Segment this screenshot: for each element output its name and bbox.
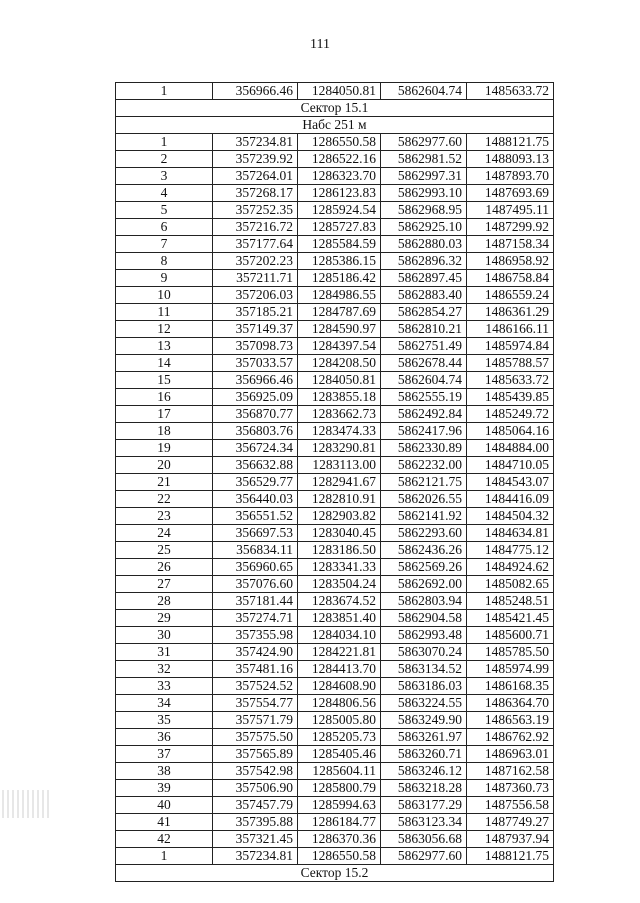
coord-c-cell: 5862968.95 (381, 202, 467, 219)
coord-a-cell: 356925.09 (213, 389, 298, 406)
point-number-cell: 15 (116, 372, 213, 389)
point-number-cell: 36 (116, 729, 213, 746)
coord-b-cell: 1285405.46 (298, 746, 381, 763)
coord-a-cell: 357202.23 (213, 253, 298, 270)
coord-b-cell: 1284986.55 (298, 287, 381, 304)
coord-a-cell: 356724.34 (213, 440, 298, 457)
coord-a-cell: 356697.53 (213, 525, 298, 542)
table-row (116, 678, 554, 695)
coord-c-cell: 5863249.90 (381, 712, 467, 729)
coord-d-cell: 1485064.16 (467, 423, 554, 440)
coord-c-cell: 5862897.45 (381, 270, 467, 287)
point-number-cell: 12 (116, 321, 213, 338)
coord-b-cell: 1285205.73 (298, 729, 381, 746)
coord-a-cell: 357211.71 (213, 270, 298, 287)
table-row (116, 134, 554, 151)
coordinates-table (115, 82, 554, 882)
table-row (116, 219, 554, 236)
point-number-cell: 31 (116, 644, 213, 661)
point-number-cell: 8 (116, 253, 213, 270)
coord-c-cell: 5863056.68 (381, 831, 467, 848)
coordinates-table-body (116, 83, 554, 882)
coord-d-cell: 1485633.72 (467, 83, 554, 100)
coord-c-cell: 5862026.55 (381, 491, 467, 508)
point-number-cell: 26 (116, 559, 213, 576)
table-row (116, 542, 554, 559)
point-number-cell: 42 (116, 831, 213, 848)
coord-c-cell: 5862417.96 (381, 423, 467, 440)
coord-b-cell: 1285727.83 (298, 219, 381, 236)
coord-b-cell: 1284806.56 (298, 695, 381, 712)
coord-c-cell: 5862854.27 (381, 304, 467, 321)
table-row (116, 491, 554, 508)
coord-d-cell: 1488121.75 (467, 848, 554, 865)
coord-a-cell: 357506.90 (213, 780, 298, 797)
table-row (116, 253, 554, 270)
coord-c-cell: 5863070.24 (381, 644, 467, 661)
table-row (116, 168, 554, 185)
table-row (116, 440, 554, 457)
table-row (116, 848, 554, 865)
coord-c-cell: 5862997.31 (381, 168, 467, 185)
coord-c-cell: 5862232.00 (381, 457, 467, 474)
coord-a-cell: 357395.88 (213, 814, 298, 831)
coord-a-cell: 357264.01 (213, 168, 298, 185)
table-row (116, 321, 554, 338)
point-number-cell: 1 (116, 83, 213, 100)
point-number-cell: 9 (116, 270, 213, 287)
coord-a-cell: 357177.64 (213, 236, 298, 253)
coord-d-cell: 1485785.50 (467, 644, 554, 661)
coord-a-cell: 357554.77 (213, 695, 298, 712)
coord-c-cell: 5863186.03 (381, 678, 467, 695)
coord-c-cell: 5862436.26 (381, 542, 467, 559)
coord-c-cell: 5862925.10 (381, 219, 467, 236)
coord-a-cell: 356529.77 (213, 474, 298, 491)
coord-d-cell: 1485248.51 (467, 593, 554, 610)
coord-a-cell: 357239.92 (213, 151, 298, 168)
point-number-cell: 10 (116, 287, 213, 304)
coord-b-cell: 1286550.58 (298, 848, 381, 865)
table-row (116, 151, 554, 168)
coord-d-cell: 1487158.34 (467, 236, 554, 253)
coord-d-cell: 1486758.84 (467, 270, 554, 287)
coord-a-cell: 357149.37 (213, 321, 298, 338)
coord-c-cell: 5862293.60 (381, 525, 467, 542)
coord-c-cell: 5862981.52 (381, 151, 467, 168)
coord-b-cell: 1285005.80 (298, 712, 381, 729)
coord-d-cell: 1484775.12 (467, 542, 554, 559)
coord-d-cell: 1484543.07 (467, 474, 554, 491)
coord-a-cell: 357098.73 (213, 338, 298, 355)
table-row (116, 304, 554, 321)
coord-b-cell: 1286370.36 (298, 831, 381, 848)
coord-d-cell: 1487693.69 (467, 185, 554, 202)
table-row (116, 780, 554, 797)
coord-c-cell: 5862896.32 (381, 253, 467, 270)
table-row (116, 457, 554, 474)
point-number-cell: 14 (116, 355, 213, 372)
point-number-cell: 16 (116, 389, 213, 406)
table-row (116, 270, 554, 287)
coord-a-cell: 357181.44 (213, 593, 298, 610)
table-row (116, 746, 554, 763)
coord-a-cell: 357216.72 (213, 219, 298, 236)
coord-d-cell: 1486361.29 (467, 304, 554, 321)
coord-d-cell: 1484884.00 (467, 440, 554, 457)
coord-d-cell: 1485974.99 (467, 661, 554, 678)
point-number-cell: 20 (116, 457, 213, 474)
coord-d-cell: 1484634.81 (467, 525, 554, 542)
point-number-cell: 5 (116, 202, 213, 219)
coord-a-cell: 357355.98 (213, 627, 298, 644)
coord-c-cell: 5863177.29 (381, 797, 467, 814)
coord-d-cell: 1486963.01 (467, 746, 554, 763)
coord-c-cell: 5862810.21 (381, 321, 467, 338)
point-number-cell: 30 (116, 627, 213, 644)
point-number-cell: 11 (116, 304, 213, 321)
coord-c-cell: 5862880.03 (381, 236, 467, 253)
coord-c-cell: 5862751.49 (381, 338, 467, 355)
coord-d-cell: 1484504.32 (467, 508, 554, 525)
coord-a-cell: 357457.79 (213, 797, 298, 814)
coord-d-cell: 1487937.94 (467, 831, 554, 848)
coord-d-cell: 1484416.09 (467, 491, 554, 508)
table-row (116, 83, 554, 100)
coord-a-cell: 357268.17 (213, 185, 298, 202)
coord-b-cell: 1283855.18 (298, 389, 381, 406)
point-number-cell: 1 (116, 848, 213, 865)
table-row (116, 389, 554, 406)
point-number-cell: 17 (116, 406, 213, 423)
point-number-cell: 39 (116, 780, 213, 797)
coord-d-cell: 1485974.84 (467, 338, 554, 355)
coord-b-cell: 1285584.59 (298, 236, 381, 253)
table-row (116, 474, 554, 491)
coord-c-cell: 5862604.74 (381, 372, 467, 389)
table-row (116, 814, 554, 831)
coord-b-cell: 1284608.90 (298, 678, 381, 695)
coord-b-cell: 1283474.33 (298, 423, 381, 440)
coord-c-cell: 5863218.28 (381, 780, 467, 797)
table-row (116, 372, 554, 389)
point-number-cell: 3 (116, 168, 213, 185)
coord-a-cell: 356966.46 (213, 83, 298, 100)
coord-a-cell: 356551.52 (213, 508, 298, 525)
coord-c-cell: 5862141.92 (381, 508, 467, 525)
sector-header-row (116, 865, 554, 882)
coord-a-cell: 357481.16 (213, 661, 298, 678)
point-number-cell: 2 (116, 151, 213, 168)
table-row (116, 185, 554, 202)
sector-header-row (116, 100, 554, 117)
coord-c-cell: 5863260.71 (381, 746, 467, 763)
coord-d-cell: 1487556.58 (467, 797, 554, 814)
coord-d-cell: 1486958.92 (467, 253, 554, 270)
point-number-cell: 37 (116, 746, 213, 763)
coord-c-cell: 5862803.94 (381, 593, 467, 610)
coord-d-cell: 1486563.19 (467, 712, 554, 729)
coord-a-cell: 357252.35 (213, 202, 298, 219)
table-row (116, 627, 554, 644)
coord-d-cell: 1485633.72 (467, 372, 554, 389)
coord-b-cell: 1283674.52 (298, 593, 381, 610)
coord-b-cell: 1285186.42 (298, 270, 381, 287)
point-number-cell: 22 (116, 491, 213, 508)
coord-a-cell: 357185.21 (213, 304, 298, 321)
coord-d-cell: 1485439.85 (467, 389, 554, 406)
coord-c-cell: 5862904.58 (381, 610, 467, 627)
coord-c-cell: 5862569.26 (381, 559, 467, 576)
coord-d-cell: 1485421.45 (467, 610, 554, 627)
table-row (116, 525, 554, 542)
coord-a-cell: 357234.81 (213, 134, 298, 151)
coord-b-cell: 1284050.81 (298, 83, 381, 100)
coord-a-cell: 357206.03 (213, 287, 298, 304)
coord-b-cell: 1284590.97 (298, 321, 381, 338)
coord-c-cell: 5862977.60 (381, 848, 467, 865)
table-row (116, 423, 554, 440)
point-number-cell: 7 (116, 236, 213, 253)
point-number-cell: 21 (116, 474, 213, 491)
table-row (116, 763, 554, 780)
table-row (116, 338, 554, 355)
coord-b-cell: 1283040.45 (298, 525, 381, 542)
table-row (116, 508, 554, 525)
table-row (116, 831, 554, 848)
coord-d-cell: 1486559.24 (467, 287, 554, 304)
coord-b-cell: 1286323.70 (298, 168, 381, 185)
coord-d-cell: 1484710.05 (467, 457, 554, 474)
coord-a-cell: 357076.60 (213, 576, 298, 593)
table-row (116, 406, 554, 423)
coord-b-cell: 1284208.50 (298, 355, 381, 372)
coord-a-cell: 357424.90 (213, 644, 298, 661)
table-row (116, 576, 554, 593)
coord-a-cell: 356632.88 (213, 457, 298, 474)
coord-b-cell: 1284221.81 (298, 644, 381, 661)
table-row (116, 355, 554, 372)
coord-b-cell: 1284787.69 (298, 304, 381, 321)
coord-d-cell: 1485788.57 (467, 355, 554, 372)
coord-b-cell: 1286522.16 (298, 151, 381, 168)
coord-c-cell: 5862121.75 (381, 474, 467, 491)
table-row (116, 610, 554, 627)
coord-c-cell: 5862330.89 (381, 440, 467, 457)
point-number-cell: 38 (116, 763, 213, 780)
coord-b-cell: 1282903.82 (298, 508, 381, 525)
coord-a-cell: 356870.77 (213, 406, 298, 423)
coord-b-cell: 1284397.54 (298, 338, 381, 355)
coord-b-cell: 1285994.63 (298, 797, 381, 814)
point-number-cell: 4 (116, 185, 213, 202)
coord-d-cell: 1487162.58 (467, 763, 554, 780)
coord-b-cell: 1286123.83 (298, 185, 381, 202)
table-row (116, 644, 554, 661)
coord-a-cell: 356834.11 (213, 542, 298, 559)
coord-c-cell: 5862678.44 (381, 355, 467, 372)
table-row (116, 797, 554, 814)
coord-a-cell: 357234.81 (213, 848, 298, 865)
coord-b-cell: 1283186.50 (298, 542, 381, 559)
table-row (116, 559, 554, 576)
coord-d-cell: 1488093.13 (467, 151, 554, 168)
point-number-cell: 24 (116, 525, 213, 542)
table-row (116, 593, 554, 610)
coord-c-cell: 5862993.48 (381, 627, 467, 644)
coord-b-cell: 1284034.10 (298, 627, 381, 644)
coord-c-cell: 5862977.60 (381, 134, 467, 151)
point-number-cell: 1 (116, 134, 213, 151)
coord-d-cell: 1487299.92 (467, 219, 554, 236)
point-number-cell: 19 (116, 440, 213, 457)
page-number: 111 (310, 37, 330, 52)
coord-d-cell: 1487749.27 (467, 814, 554, 831)
sector-title: Сектор 15.2 (116, 865, 554, 882)
coord-a-cell: 356803.76 (213, 423, 298, 440)
coord-a-cell: 357033.57 (213, 355, 298, 372)
coord-d-cell: 1486166.11 (467, 321, 554, 338)
coord-b-cell: 1283113.00 (298, 457, 381, 474)
coord-c-cell: 5862555.19 (381, 389, 467, 406)
coord-a-cell: 357321.45 (213, 831, 298, 848)
coord-b-cell: 1283341.33 (298, 559, 381, 576)
table-row (116, 202, 554, 219)
point-number-cell: 18 (116, 423, 213, 440)
coord-c-cell: 5862993.10 (381, 185, 467, 202)
coord-b-cell: 1282941.67 (298, 474, 381, 491)
coord-c-cell: 5863246.12 (381, 763, 467, 780)
coord-b-cell: 1285800.79 (298, 780, 381, 797)
coord-b-cell: 1283290.81 (298, 440, 381, 457)
coord-c-cell: 5862492.84 (381, 406, 467, 423)
coord-a-cell: 356966.46 (213, 372, 298, 389)
coord-c-cell: 5862604.74 (381, 83, 467, 100)
coord-d-cell: 1485082.65 (467, 576, 554, 593)
coord-b-cell: 1285604.11 (298, 763, 381, 780)
coord-d-cell: 1485249.72 (467, 406, 554, 423)
coord-c-cell: 5863123.34 (381, 814, 467, 831)
point-number-cell: 35 (116, 712, 213, 729)
coord-c-cell: 5863261.97 (381, 729, 467, 746)
table-row (116, 729, 554, 746)
coord-c-cell: 5862883.40 (381, 287, 467, 304)
table-row (116, 661, 554, 678)
coord-a-cell: 357274.71 (213, 610, 298, 627)
point-number-cell: 13 (116, 338, 213, 355)
point-number-cell: 34 (116, 695, 213, 712)
coord-a-cell: 357542.98 (213, 763, 298, 780)
coord-d-cell: 1486762.92 (467, 729, 554, 746)
point-number-cell: 28 (116, 593, 213, 610)
point-number-cell: 40 (116, 797, 213, 814)
point-number-cell: 23 (116, 508, 213, 525)
coord-a-cell: 356960.65 (213, 559, 298, 576)
coord-d-cell: 1484924.62 (467, 559, 554, 576)
coord-d-cell: 1486364.70 (467, 695, 554, 712)
point-number-cell: 32 (116, 661, 213, 678)
table-row (116, 695, 554, 712)
point-number-cell: 6 (116, 219, 213, 236)
coord-a-cell: 357565.89 (213, 746, 298, 763)
coord-a-cell: 356440.03 (213, 491, 298, 508)
table-row (116, 236, 554, 253)
coord-b-cell: 1283662.73 (298, 406, 381, 423)
sector-subtitle: Набс 251 м (116, 117, 554, 134)
point-number-cell: 41 (116, 814, 213, 831)
point-number-cell: 33 (116, 678, 213, 695)
coord-c-cell: 5862692.00 (381, 576, 467, 593)
coord-d-cell: 1487360.73 (467, 780, 554, 797)
sector-title: Сектор 15.1 (116, 100, 554, 117)
coord-d-cell: 1487495.11 (467, 202, 554, 219)
table-row (116, 287, 554, 304)
point-number-cell: 29 (116, 610, 213, 627)
coord-d-cell: 1486168.35 (467, 678, 554, 695)
coord-b-cell: 1285924.54 (298, 202, 381, 219)
table-row (116, 712, 554, 729)
coord-d-cell: 1488121.75 (467, 134, 554, 151)
coord-a-cell: 357524.52 (213, 678, 298, 695)
coord-b-cell: 1282810.91 (298, 491, 381, 508)
coord-c-cell: 5863224.55 (381, 695, 467, 712)
coord-b-cell: 1284050.81 (298, 372, 381, 389)
point-number-cell: 27 (116, 576, 213, 593)
coord-a-cell: 357571.79 (213, 712, 298, 729)
coord-d-cell: 1485600.71 (467, 627, 554, 644)
coord-b-cell: 1283851.40 (298, 610, 381, 627)
coord-b-cell: 1283504.24 (298, 576, 381, 593)
coord-c-cell: 5863134.52 (381, 661, 467, 678)
sector-subheader-row (116, 117, 554, 134)
scan-artifact (2, 790, 52, 818)
coord-b-cell: 1285386.15 (298, 253, 381, 270)
coord-a-cell: 357575.50 (213, 729, 298, 746)
coord-b-cell: 1284413.70 (298, 661, 381, 678)
coord-b-cell: 1286184.77 (298, 814, 381, 831)
coord-b-cell: 1286550.58 (298, 134, 381, 151)
point-number-cell: 25 (116, 542, 213, 559)
coord-d-cell: 1487893.70 (467, 168, 554, 185)
